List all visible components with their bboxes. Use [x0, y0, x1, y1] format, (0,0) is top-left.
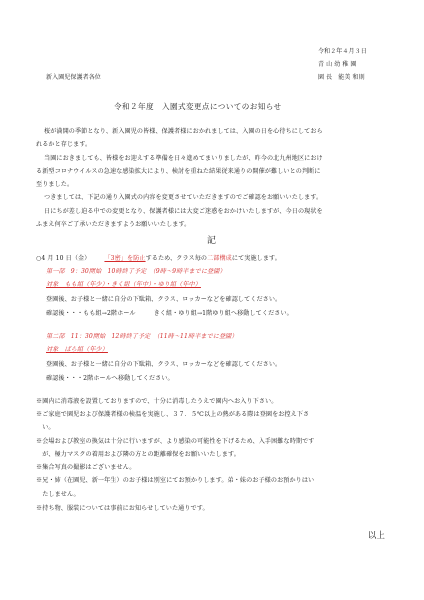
part2-heading: 第二部 11：30開始 12時終了予定 （11時～11時半までに登園）: [46, 333, 238, 340]
date-prefix: ○4 月 10 日（金）: [36, 255, 91, 262]
part1-line: 登園後、お子様と一緒に自分の下駄箱、クラス、ロッカーなどを確認してください。: [46, 296, 282, 303]
intro-line: つきましては、下記の通り入園式の内容を変更させていただきますのでご確認をお願いいたします。: [44, 194, 323, 201]
recipient: 新入園児保護者各位: [46, 74, 101, 81]
part2-line: 確認後・・・2階ホールへ移動してください。: [46, 375, 174, 382]
note-line: ※園内に消毒液を設置しておりますので、十分に消毒したうえで園内へお入り下さい。: [36, 398, 278, 405]
school-name: 青 山 幼 稚 園: [318, 61, 357, 68]
part1-line: [46, 310, 293, 318]
part1-heading: 第一部 9：30開始 10時終了予定 （9時～9時半までに登園）: [46, 268, 226, 275]
intro-line: 至りました。: [36, 181, 74, 188]
intro-line: る新型コロナウイルスの急速な感染拡大により、検討を重ねた結果従来通りの開催が難しいとの判断に: [36, 168, 321, 175]
note-line: ※兄・姉（在園児、新一年生）のお子様は別室にてお預かりします。弟・妹のお子様のお預かりはい: [36, 477, 315, 484]
intro-line: 日にちが差し迫る中での変更となり、保護者様には大変ご迷惑をおかけいたしますが、今日の現状を: [44, 208, 323, 215]
note-line: ※持ち物、服装については事前にお知らせしていた通りです。: [36, 505, 209, 512]
note-line: ※会場および教室の換気は十分に行いますが、より感染の可能性を下げるため、入手困難な時期です: [36, 438, 315, 445]
part2-line: 登園後、お子様と一緒に自分の下駄箱、クラス、ロッカーなどを確認してください。: [46, 361, 282, 368]
part1-target: 対象 もも組（年少）・きく組（年中）・ゆり組（年中）: [46, 281, 201, 288]
intro-line: 当園におきましても、皆様をお迎えする準備を日々進めてまいりましたが、昨今の北九州地区におけ: [44, 155, 323, 162]
note-line: ※集合写真の撮影はございません。: [36, 464, 136, 471]
part2-target: 対象 ばら組（年少）: [46, 346, 108, 353]
date-suffix: するため、クラス毎の: [145, 255, 208, 262]
note-line: ※ご家庭で園児および保護者様の検温を実施し、３７．５℃以上の熱がある際は登園をお控え下さ: [36, 411, 310, 418]
part1-line2a: 確認後・・・もも組→2階ホール: [46, 310, 136, 317]
note-line: が、極力マスクの着用および隣の方との距離確保をお願いいたします。: [36, 451, 240, 458]
date-highlight: 「3密」を防止: [104, 255, 146, 262]
note-line: たしません。: [36, 491, 80, 498]
intro-line: 桜が満開の季節となり、新入園児の皆様、保護者様におかれましては、入園の日を心待ちにしておら: [44, 128, 323, 135]
closing: 以上: [368, 530, 385, 540]
date-end: にて実施します。: [231, 255, 281, 262]
note-line: い。: [36, 424, 55, 431]
page-title: 令和２年度 入園式変更点についてのお知らせ: [114, 102, 282, 111]
part1-line2b: きく組・ゆり組→1階ゆり組へ移動してください。: [153, 310, 293, 317]
date-emph: 二部構成: [207, 255, 232, 262]
intro-line: れるかと存じます。: [36, 141, 92, 148]
ki-heading: 記: [207, 236, 217, 246]
principal-name: 園 長 能美 和則: [318, 74, 365, 81]
issue-date: 令和２年４月３日: [318, 48, 367, 55]
date-line: [36, 255, 281, 263]
intro-line: ふまえ何卒ご了承いただきますようお願いいたします。: [36, 221, 191, 228]
